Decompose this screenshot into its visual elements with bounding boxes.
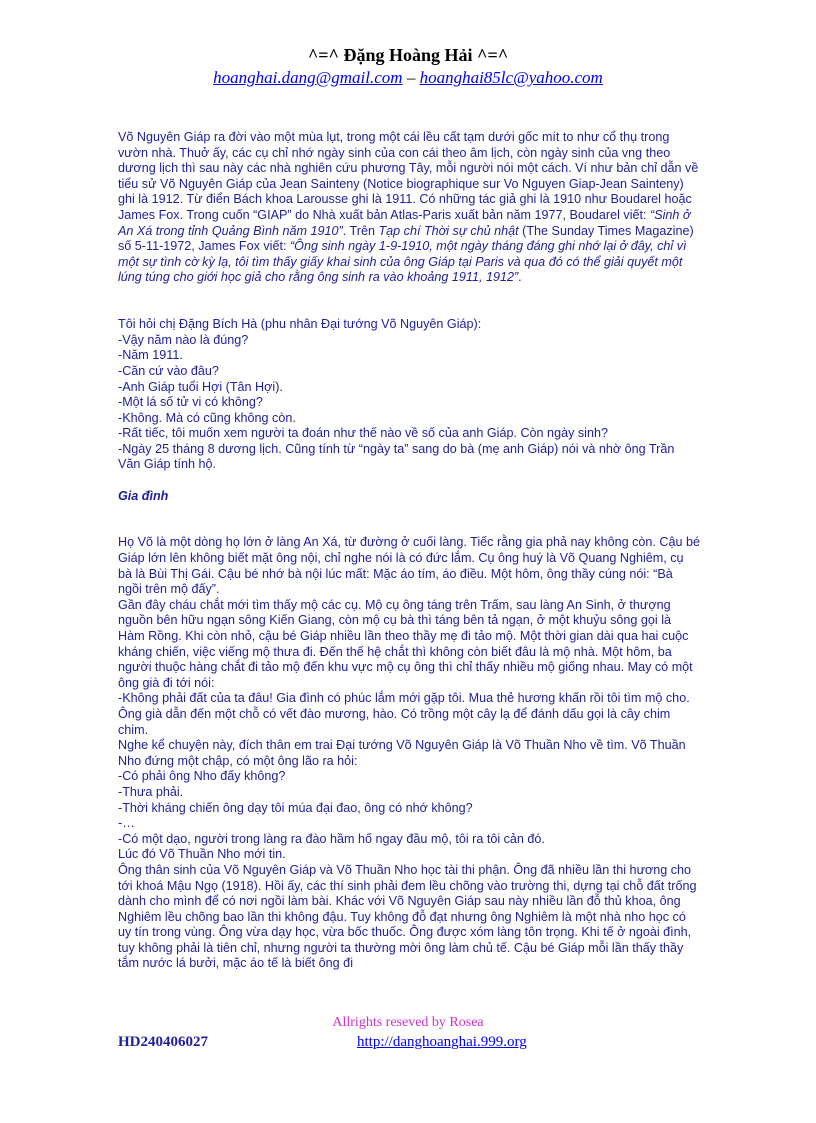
intro-text: Võ Nguyên Giáp ra đời vào một mùa lụt, trong một cái lều cất tạm dưới gốc mít to như cổ thụ trong vườn nhà. Thuở ấy, các cụ chỉ nhớ ngày sinh của con cái theo âm lịch, còn ngày sinh của vng theo dương lịch thì sau này các nhà nghiên cứu phương Tây, mỗi người nói một cách. Ví như bản chỉ dẫn về tiểu sử Võ Nguyên Giáp của Jean Sainteny (Notice biographique sur Vo Nguyen Giap-Jean Sainteny) ghi là 1912. Từ điển Bách khoa Larousse ghi là 1911. Có những tác giả ghi là 1910 như Boudarel hoặc James Fox. Trong cuốn “GIAP” do Nhà xuất bản Atlas-Paris xuất bản năm 1977, Boudarel viết: [118, 130, 699, 222]
dialogue-line: -Một lá số tử vi có không? [118, 395, 263, 410]
spacer [118, 302, 700, 318]
family-paragraph: -… [118, 816, 135, 831]
dialogue-line: -Ngày 25 tháng 8 dương lịch. Cũng tính từ “ngày ta” sang do bà (mẹ anh Giáp) nói và nhờ ông Trần Văn Giáp tính hộ. [118, 441, 675, 472]
email-link-yahoo[interactable]: hoanghai85lc@yahoo.com [419, 68, 603, 87]
dialogue-line: Tôi hỏi chị Đặng Bích Hà (phu nhân Đại tướng Võ Nguyên Giáp): [118, 317, 482, 332]
spacer [118, 520, 700, 536]
website-link[interactable]: http://danghoanghai.999.org [357, 1034, 527, 1050]
document-body [118, 130, 700, 972]
family-paragraph: Nghe kể chuyện này, đích thân em trai Đại tướng Võ Nguyên Giáp là Võ Thuần Nho về tìm. Võ Thuần Nho đứng một chập, có một ông lão ra hỏi: [118, 738, 686, 768]
family-paragraph: Ông già dẫn đến một chỗ có vết đào mương, hào. Có trồng một cây lạ để đánh dấu gọi là cây chim chim. [118, 706, 671, 737]
dialogue-line: -Năm 1911. [118, 348, 183, 363]
spacer [118, 504, 700, 520]
dialogue-line: -Vậy năm nào là đúng? [118, 332, 249, 347]
family-paragraph: -Có phải ông Nho đấy không? [118, 769, 286, 784]
author-title: ^=^ Đặng Hoàng Hải ^=^ [307, 45, 509, 65]
family-paragraph: -Không phải đất của ta đâu! Gia đình có phúc lắm mới gặp tôi. Mua thẻ hương khấn rồi tôi tìm mộ cho. [118, 691, 690, 706]
dialogue-line: -Không. Mà có cũng không còn. [118, 410, 296, 425]
family-paragraph: -Thưa phải. [118, 784, 184, 799]
intro-text: (The Sunday Times Magazine) số 5-11-1972, James Fox viết: [118, 223, 694, 254]
email-separator: – [402, 68, 420, 87]
dialogue-line: -Rất tiếc, tôi muốn xem người ta đoán như thế nào về số của anh Giáp. Còn ngày sinh? [118, 426, 608, 441]
intro-text: . [518, 270, 522, 285]
intro-paragraph [118, 130, 700, 286]
email-link-gmail[interactable]: hoanghai.dang@gmail.com [213, 68, 403, 87]
document-header [0, 44, 816, 89]
family-paragraph: Ông thân sinh của Võ Nguyên Giáp và Võ Thuần Nho học tài thi phận. Ông đã nhiều lần thi hương cho tới khoá Mậu Ngọ (1918). Hồi ấy, các thí sinh phải đem lều chõng vào trường thi, dựng tại chỗ đất trống dành cho mình để có nơi ngồi làm bài. Khác với Võ Nguyên Giáp sau này nhiều lần đỗ thủ khoa, ông Nghiêm lều chõng bao lần thi không đậu. Tuy không đỗ đạt nhưng ông Nghiêm là một nhà nho học có uy tín trong vùng. Ông vừa dạy học, vừa bốc thuốc. Ông được xóm làng tôn trọng. Khi tế ở ngoài đình, tuy không phải là tiên chỉ, nhưng người ta thường mời ông làm chủ tế. Cậu bé Giáp mỗi lần thấy thầy tắm nước lá bưởi, mặc áo tế là biết ông đi [118, 862, 697, 971]
section-heading-family: Gia đình [118, 488, 169, 503]
dialogue-line: -Anh Giáp tuổi Hợi (Tân Hợi). [118, 379, 283, 394]
spacer [118, 286, 700, 302]
intro-quote-fox: “Ông sinh ngày 1-9-1910, một ngày tháng đáng ghi nhớ lại ở đây, chỉ vì một sự tình cờ kỳ lạ, tôi tìm thấy giấy khai sinh của ông Giáp tại Paris và qua đó có thể giải quyết một lúng túng cho giới học giả cho rằng ông sinh ra vào khoảng 1911, 1912” [118, 239, 687, 285]
family-paragraph: Gần đây cháu chắt mới tìm thấy mộ các cụ. Mộ cụ ông táng trên Trấm, sau làng An Sinh, ở thượng nguồn bên hữu ngạn sông Kiến Giang, còn mộ cụ bà thì táng bên tả ngạn, ở một khuỷu sông gọi là Hàm Rồng. Khi còn nhỏ, cậu bé Giáp nhiều lần theo thầy mẹ đi tảo mộ. Một thời gian dài qua hai cuộc kháng chiến, việc viếng mộ thưa đi. Đến thế hệ chắt thì không còn biết đâu là mộ nhà. Một hôm, ba người thuộc hàng chắt đi tảo mộ đến khu vực mộ cụ ông thì chỉ thấy nhiều mộ giống nhau. May có một ông già đi tới nói: [118, 597, 693, 690]
family-paragraph: Lúc đó Võ Thuần Nho mới tin. [118, 847, 286, 862]
family-paragraph: -Có một dạo, người trong làng ra đào hầm hố ngay đầu mộ, tôi ra tôi cản đó. [118, 831, 545, 846]
intro-magazine-name: Tạp chí Thời sự chủ nhật [378, 223, 519, 238]
rights-notice: Allrights reseved by Rosea [332, 1015, 484, 1030]
family-paragraph: Họ Võ là một dòng họ lớn ở làng An Xá, từ đường ở cuối làng. Tiếc rằng gia phả nay không còn. Cậu bé Giáp lớn lên không biết mặt ông nội, chỉ nghe nói là có đức lắm. Cụ ông huý là Võ Quang Nghiêm, cụ bà là Bùi Thị Gái. Cậu bé nhớ bà nội lúc mất: Mặc áo tím, áo điều. Một hôm, ông thầy cúng nói: “Bà ngồi trên mộ đấy”. [118, 535, 700, 597]
spacer [118, 473, 700, 489]
intro-quote-boudarel: “Sinh ở An Xá trong tỉnh Quảng Bình năm 1910” [118, 207, 691, 238]
family-section [118, 535, 700, 972]
intro-text: . Trên [342, 223, 379, 238]
dialogue-block [118, 317, 700, 473]
family-paragraph: -Thời kháng chiến ông dạy tôi múa đại đao, ông có nhớ không? [118, 800, 473, 815]
document-code: HD240406027 [118, 1034, 208, 1050]
author-emails [0, 67, 816, 89]
dialogue-line: -Căn cứ vào đâu? [118, 363, 219, 378]
